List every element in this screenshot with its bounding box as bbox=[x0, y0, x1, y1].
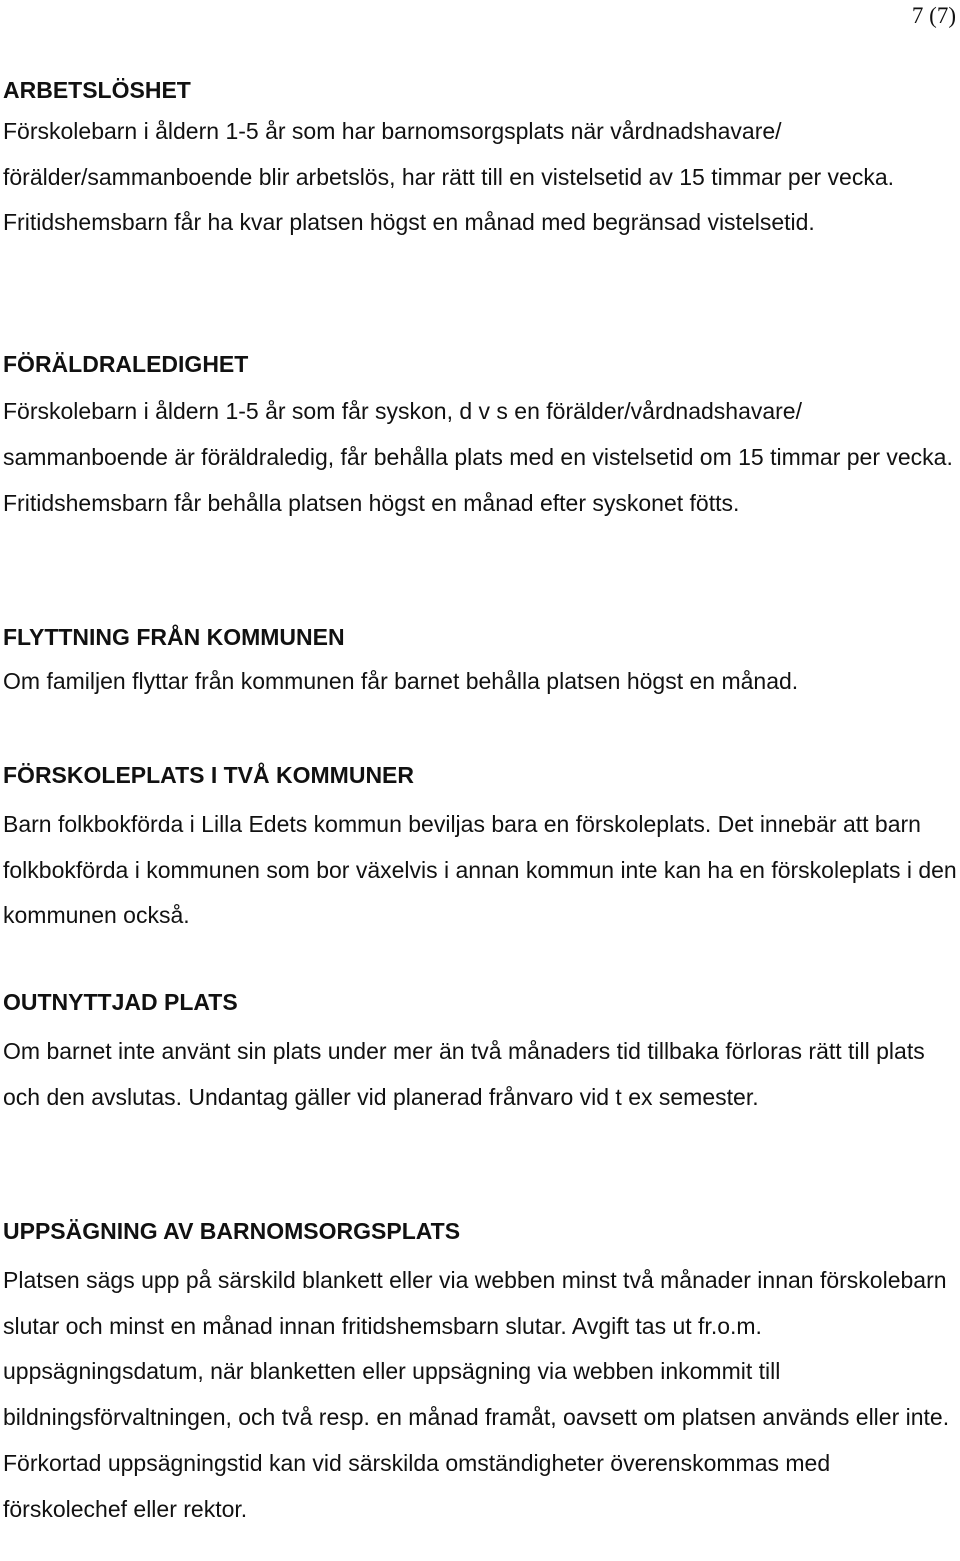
paragraph: Fritidshemsbarn får ha kvar platsen högst en månad med begränsad vistelsetid. bbox=[3, 209, 815, 236]
section-heading: FLYTTNING FRÅN KOMMUNEN bbox=[3, 624, 345, 650]
section-foraldraledighet bbox=[3, 350, 959, 526]
paragraph: Förskolebarn i åldern 1-5 år som har barnomsorgsplats när vårdnadshavare/ förälder/sammanboende blir arbetslös, har rätt till en vistelsetid av 15 timmar per vecka. bbox=[3, 118, 895, 190]
section-forskoleplats bbox=[3, 761, 959, 939]
section-heading: ARBETSLÖSHET bbox=[3, 77, 191, 103]
section-heading: FÖRÄLDRALEDIGHET bbox=[3, 351, 249, 377]
paragraph: Barn folkbokförda i Lilla Edets kommun beviljas bara en förskoleplats. Det innebär att barn folkbokförda i kommunen som bor växelvis i annan kommun inte kan ha en förskoleplats i den kommunen också. bbox=[3, 811, 957, 928]
section-heading: UPPSÄGNING AV BARNOMSORGSPLATS bbox=[3, 1218, 461, 1244]
paragraph: Om familjen flyttar från kommunen får barnet behålla platsen högst en månad. bbox=[3, 668, 799, 694]
section-arbetsloshet bbox=[3, 76, 959, 246]
section-heading: FÖRSKOLEPLATS I TVÅ KOMMUNER bbox=[3, 762, 415, 788]
section-flyttning bbox=[3, 623, 959, 695]
paragraph: Platsen sägs upp på särskild blankett eller via webben minst två månader innan förskolebarn slutar och minst en månad innan fritidshemsbarn slutar. Avgift tas ut fr.o.m. uppsägningsdatum, när blanketten eller uppsägning via webben inkommit till bildningsförvaltningen, och två resp. en månad framåt, oavsett om platsen används eller inte. bbox=[3, 1267, 950, 1431]
section-heading: OUTNYTTJAD PLATS bbox=[3, 989, 238, 1015]
page-number: 7 (7) bbox=[911, 3, 956, 28]
paragraph: Förkortad uppsägningstid kan vid särskilda omständigheter överenskommas med förskolechef eller rektor. bbox=[3, 1449, 831, 1522]
section-outnyttjad-plats bbox=[3, 988, 959, 1120]
paragraph: Fritidshemsbarn får behålla platsen högst en månad efter syskonet fötts. bbox=[3, 490, 740, 516]
section-uppsagning bbox=[3, 1217, 959, 1532]
paragraph: Om barnet inte använt sin plats under mer än två månaders tid tillbaka förloras rätt till plats och den avslutas. Undantag gäller vid planerad frånvaro vid t ex semester. bbox=[3, 1038, 925, 1110]
paragraph: Förskolebarn i åldern 1-5 år som får syskon, d v s en förälder/vårdnadshavare/ sammanboende är föräldraledig, får behålla plats med en vistelsetid om 15 timmar per vecka. bbox=[3, 398, 953, 470]
